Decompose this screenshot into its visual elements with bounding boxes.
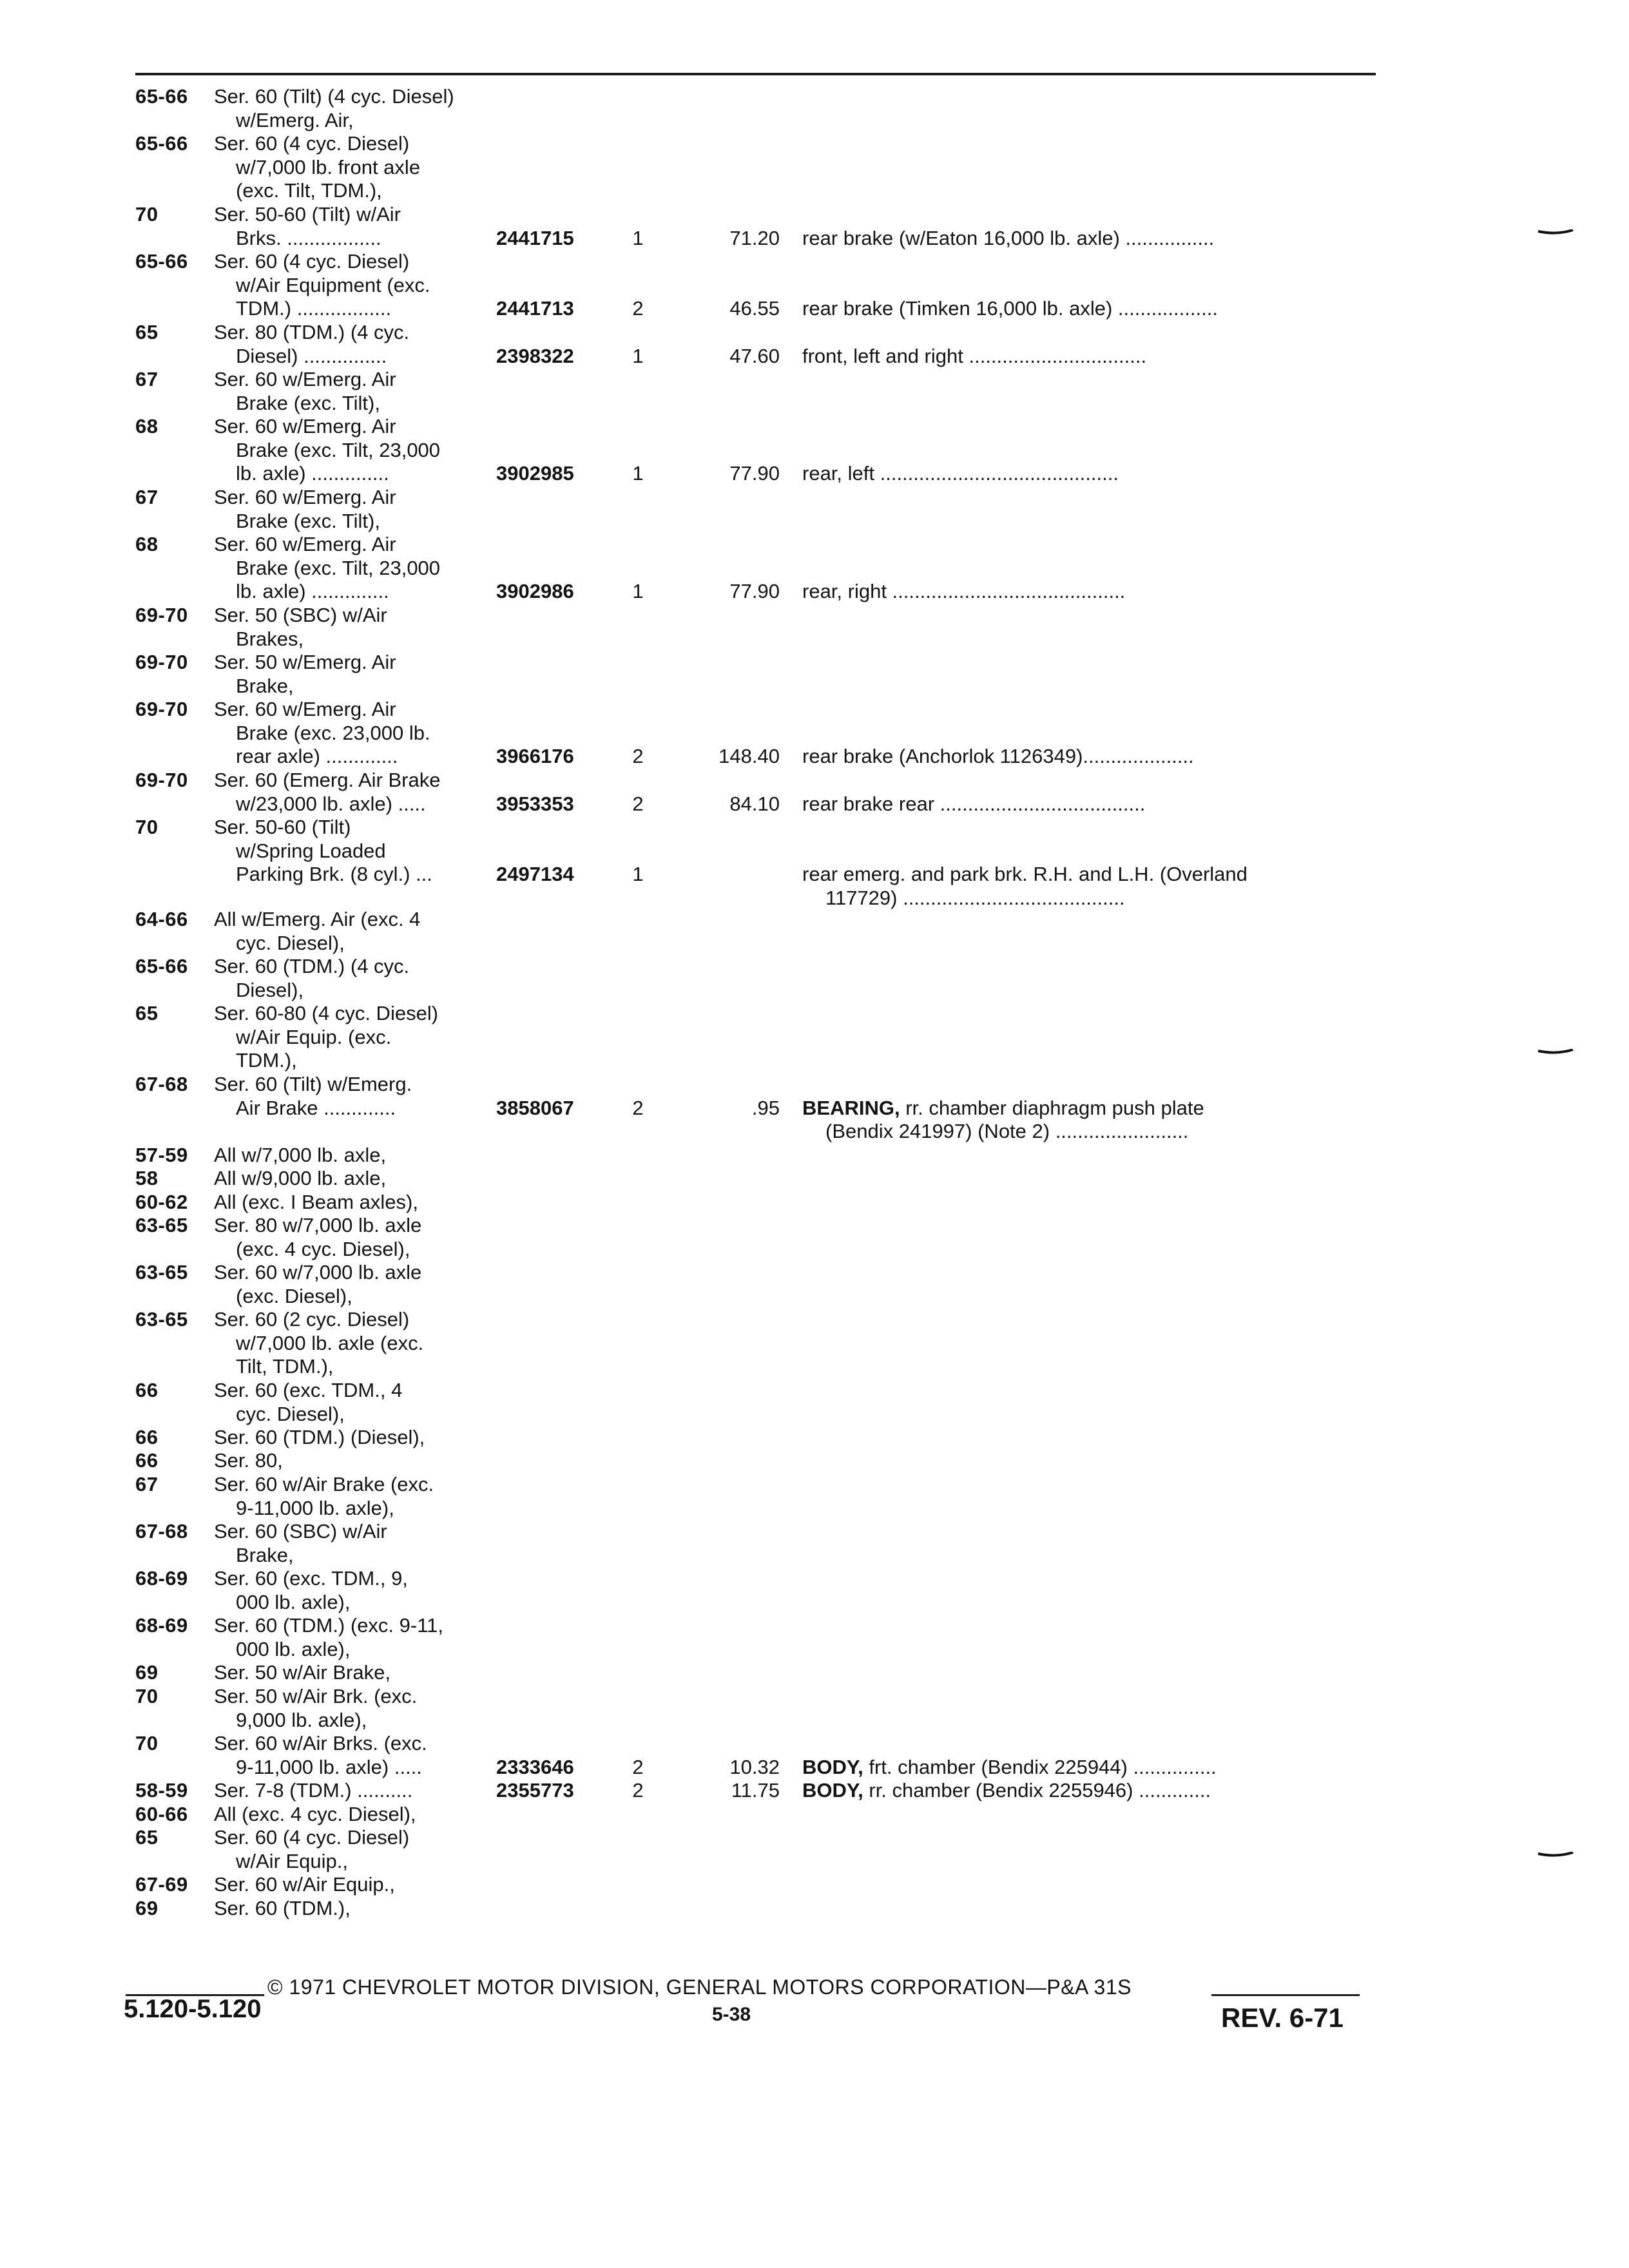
description-line: [802, 863, 1369, 887]
part-description: [802, 793, 1369, 816]
description-text: rr. chamber diaphragm push plate: [905, 1096, 1204, 1119]
margin-binding-mark: [1537, 1852, 1574, 1856]
application-line: All (exc. I Beam axles),: [214, 1191, 418, 1213]
application-line: Ser. 60 (exc. TDM., 4: [214, 1379, 403, 1401]
catalog-entry: [116, 250, 1379, 321]
application-line: Diesel) ...............: [236, 344, 387, 367]
application-line: Ser. 60 (TDM.) (exc. 9-11,: [214, 1614, 444, 1637]
model-year: 57-59: [135, 1144, 188, 1166]
description-line: [802, 1779, 1369, 1803]
catalog-entry: [116, 1426, 1379, 1450]
application-line: Ser. 60 (exc. TDM., 9,: [214, 1567, 408, 1590]
catalog-entry: [116, 1897, 1379, 1921]
catalog-entry: [116, 1803, 1379, 1827]
part-description: [802, 462, 1369, 486]
application-line: Tilt, TDM.),: [236, 1355, 334, 1378]
catalog-entry: [116, 604, 1379, 651]
application-description: [214, 1426, 601, 1450]
application-description: [214, 1661, 601, 1685]
description-text: (Bendix 241997) (Note 2) ........................: [825, 1120, 1189, 1142]
top-rule: [135, 73, 1376, 75]
model-year: 64-66: [135, 908, 188, 930]
part-row: [116, 745, 1379, 768]
description-text: 117729) ........................................: [825, 886, 1125, 909]
description-line: [802, 1756, 1369, 1780]
margin-binding-mark: [1537, 229, 1574, 233]
part-number: 3966176: [496, 745, 574, 767]
model-year: 65-66: [135, 955, 188, 977]
description-line: [802, 227, 1369, 251]
application-description: [214, 1685, 601, 1732]
part-description: [802, 863, 1369, 910]
part-row: [116, 580, 1379, 603]
application-description: [214, 132, 601, 203]
price: 46.55: [729, 297, 780, 320]
quantity: 1: [632, 462, 644, 485]
catalog-entry: [116, 1520, 1379, 1567]
application-description: [214, 1897, 601, 1921]
catalog-entry: [116, 1214, 1379, 1261]
part-row: [116, 345, 1379, 368]
application-description: [214, 1567, 601, 1614]
model-year: 67: [135, 368, 159, 390]
catalog-entry: [116, 1826, 1379, 1873]
application-line: w/7,000 lb. front axle: [236, 155, 421, 178]
application-line: Ser. 50-60 (Tilt) w/Air: [214, 203, 401, 226]
part-name: BODY,: [802, 1779, 863, 1802]
application-description: [214, 1803, 601, 1827]
model-year: 60-62: [135, 1191, 188, 1213]
part-number: 2441713: [496, 297, 574, 320]
application-description: [214, 651, 601, 698]
application-line: Brake (exc. 23,000 lb.: [236, 721, 430, 744]
application-line: lb. axle) ..............: [236, 462, 389, 485]
application-line: w/7,000 lb. axle (exc.: [236, 1331, 424, 1354]
quantity: 1: [632, 226, 644, 249]
quantity: 2: [632, 1096, 644, 1119]
group-number: 5.120-5.120: [124, 1995, 262, 2023]
application-line: Ser. 7-8 (TDM.) ..........: [214, 1779, 413, 1802]
part-number: 3858067: [496, 1096, 574, 1119]
application-line: w/Air Equipment (exc.: [236, 273, 430, 296]
part-description: [802, 745, 1369, 769]
application-line: w/Spring Loaded: [236, 839, 386, 862]
catalog-entry: [116, 816, 1379, 909]
model-year: 65-66: [135, 85, 188, 108]
part-number: 2441715: [496, 226, 574, 249]
catalog-entry: [116, 415, 1379, 486]
model-year: 65-66: [135, 132, 188, 155]
part-description: [802, 345, 1369, 369]
part-description: [802, 297, 1369, 321]
application-line: Ser. 60 (Tilt) w/Emerg.: [214, 1073, 412, 1095]
quantity: 2: [632, 297, 644, 320]
model-year: 63-65: [135, 1214, 188, 1236]
description-text: rear brake (Timken 16,000 lb. axle) ..................: [802, 297, 1218, 320]
description-text: rear emerg. and park brk. R.H. and L.H. (Overland: [802, 863, 1248, 885]
part-number: 3953353: [496, 792, 574, 815]
application-line: Brake,: [236, 1543, 294, 1566]
catalog-entry: [116, 486, 1379, 533]
model-year: 65-66: [135, 250, 188, 273]
application-line: Ser. 60 (Tilt) (4 cyc. Diesel): [214, 85, 454, 108]
application-description: [214, 486, 601, 533]
quantity: 2: [632, 1755, 644, 1778]
application-line: cyc. Diesel),: [236, 931, 345, 954]
part-row: [116, 1096, 1379, 1142]
part-description: [802, 227, 1369, 251]
application-line: Ser. 60 w/Emerg. Air: [214, 486, 396, 508]
application-line: Ser. 60 (4 cyc. Diesel): [214, 250, 410, 273]
quantity: 1: [632, 580, 644, 602]
application-line: 000 lb. axle),: [236, 1590, 351, 1613]
part-row: [116, 297, 1379, 320]
price: 10.32: [729, 1755, 780, 1778]
application-description: [214, 368, 601, 415]
application-line: Ser. 50 w/Emerg. Air: [214, 651, 396, 673]
part-number: 2398322: [496, 344, 574, 367]
model-year: 63-65: [135, 1261, 188, 1283]
application-line: Brks. .................: [236, 226, 381, 249]
application-description: [214, 1191, 601, 1215]
model-year: 63-65: [135, 1308, 188, 1331]
application-line: w/23,000 lb. axle) .....: [236, 792, 426, 815]
part-description: [802, 1097, 1369, 1144]
application-line: Ser. 60 w/Emerg. Air: [214, 415, 396, 437]
catalog-entry: [116, 1732, 1379, 1779]
model-year: 67-69: [135, 1873, 188, 1896]
catalog-entry: [116, 203, 1379, 250]
application-line: 9,000 lb. axle),: [236, 1708, 367, 1731]
copyright-notice: © 1971 CHEVROLET MOTOR DIVISION, GENERAL MOTORS CORPORATION—P&A 31S: [267, 1975, 1132, 1999]
application-description: [214, 955, 601, 1002]
quantity: 1: [632, 344, 644, 367]
application-line: TDM.) .................: [236, 297, 392, 320]
application-line: Air Brake .............: [236, 1096, 396, 1119]
model-year: 70: [135, 816, 159, 838]
description-line: [802, 1120, 1369, 1144]
application-line: Ser. 50 (SBC) w/Air: [214, 604, 387, 626]
price: 11.75: [731, 1779, 780, 1802]
application-line: Ser. 50 w/Air Brk. (exc.: [214, 1685, 418, 1707]
part-row: [116, 462, 1379, 485]
price: .95: [751, 1096, 780, 1119]
description-line: [802, 345, 1369, 369]
part-row: [116, 863, 1379, 909]
price: 148.40: [718, 745, 780, 767]
part-number: 3902985: [496, 462, 574, 485]
model-year: 68: [135, 533, 159, 555]
catalog-entry: [116, 1308, 1379, 1379]
catalog-entry: [116, 1873, 1379, 1897]
catalog-entry: [116, 132, 1379, 203]
model-year: 65: [135, 321, 159, 343]
description-line: [802, 745, 1369, 769]
application-line: Ser. 80,: [214, 1449, 283, 1472]
description-text: rear brake rear .....................................: [802, 792, 1146, 815]
price: 47.60: [729, 344, 780, 367]
model-year: 58: [135, 1167, 159, 1189]
model-year: 70: [135, 1685, 159, 1707]
application-line: Brakes,: [236, 627, 304, 650]
application-line: Ser. 60 w/7,000 lb. axle: [214, 1261, 422, 1283]
application-description: [214, 604, 601, 651]
application-description: [214, 1002, 601, 1073]
catalog-entry: [116, 955, 1379, 1002]
application-line: Ser. 60 (4 cyc. Diesel): [214, 1826, 410, 1849]
application-description: [214, 1473, 601, 1520]
part-row: [116, 227, 1379, 250]
quantity: 2: [632, 792, 644, 815]
description-line: [802, 1097, 1369, 1120]
catalog-entry: [116, 698, 1379, 769]
part-number: 2497134: [496, 863, 574, 885]
model-year: 67-68: [135, 1073, 188, 1095]
part-row: [116, 1779, 1379, 1802]
catalog-entry: [116, 368, 1379, 415]
model-year: 67: [135, 1473, 159, 1495]
model-year: 65: [135, 1826, 159, 1849]
catalog-entry: [116, 1379, 1379, 1426]
price: 71.20: [729, 226, 780, 249]
application-line: w/Air Equip. (exc.: [236, 1025, 392, 1048]
model-year: 67: [135, 486, 159, 508]
application-line: Ser. 60 (4 cyc. Diesel): [214, 132, 410, 155]
application-description: [214, 85, 601, 132]
catalog-entry: [116, 1614, 1379, 1661]
application-line: Ser. 60 (2 cyc. Diesel): [214, 1308, 410, 1331]
application-line: (exc. Diesel),: [236, 1284, 352, 1307]
application-line: 000 lb. axle),: [236, 1637, 351, 1660]
application-line: Ser. 80 (TDM.) (4 cyc.: [214, 321, 410, 343]
page-number: 5-38: [712, 2004, 751, 2025]
part-description: [802, 1779, 1369, 1803]
model-year: 60-66: [135, 1803, 188, 1825]
application-line: Ser. 60 w/Emerg. Air: [214, 533, 396, 555]
application-description: [214, 1826, 601, 1873]
description-line: [802, 462, 1369, 486]
application-line: lb. axle) ..............: [236, 580, 389, 602]
catalog-entry: [116, 1779, 1379, 1803]
part-number: 3902986: [496, 580, 574, 602]
application-line: All (exc. 4 cyc. Diesel),: [214, 1803, 416, 1825]
model-year: 69-70: [135, 769, 188, 791]
application-line: Ser. 60 (SBC) w/Air: [214, 1520, 387, 1542]
application-description: [214, 1144, 601, 1168]
application-line: Brake (exc. Tilt),: [236, 509, 380, 532]
model-year: 68: [135, 415, 159, 437]
description-text: front, left and right ................................: [802, 344, 1147, 367]
catalog-entry: [116, 1661, 1379, 1685]
application-line: Ser. 60-80 (4 cyc. Diesel): [214, 1002, 439, 1024]
description-line: [802, 297, 1369, 321]
part-name: BODY,: [802, 1755, 863, 1778]
application-line: Brake (exc. Tilt),: [236, 391, 380, 414]
model-year: 68-69: [135, 1567, 188, 1590]
application-line: All w/7,000 lb. axle,: [214, 1144, 387, 1166]
application-line: w/Emerg. Air,: [236, 108, 354, 131]
quantity: 1: [632, 863, 644, 885]
catalog-entry: [116, 1567, 1379, 1614]
application-line: Ser. 60 (TDM.) (4 cyc.: [214, 955, 410, 977]
application-line: Ser. 60 w/Emerg. Air: [214, 698, 396, 720]
catalog-entry: [116, 1073, 1379, 1142]
description-text: frt. chamber (Bendix 225944) ...............: [869, 1755, 1217, 1778]
footer-rule-right: [1211, 1994, 1360, 1996]
catalog-entry: [116, 1685, 1379, 1732]
description-line: [802, 580, 1369, 604]
application-line: Brake (exc. Tilt, 23,000: [236, 438, 441, 461]
application-line: Ser. 60 w/Air Brake (exc.: [214, 1473, 434, 1495]
catalog-entry: [116, 321, 1379, 368]
application-line: Ser. 80 w/7,000 lb. axle: [214, 1214, 422, 1236]
catalog-entry: [116, 1449, 1379, 1473]
application-line: All w/9,000 lb. axle,: [214, 1167, 387, 1189]
description-text: rear, right ..........................................: [802, 580, 1126, 602]
catalog-entry: [116, 1002, 1379, 1073]
quantity: 2: [632, 1779, 644, 1802]
application-line: Ser. 50-60 (Tilt): [214, 816, 351, 838]
description-text: rr. chamber (Bendix 2255946) .............: [869, 1779, 1211, 1802]
application-line: w/Air Equip.,: [236, 1849, 349, 1872]
model-year: 70: [135, 1732, 159, 1754]
application-description: [214, 1449, 601, 1473]
part-row: [116, 1756, 1379, 1779]
model-year: 70: [135, 203, 159, 226]
catalog-entry: [116, 1261, 1379, 1308]
description-text: rear brake (Anchorlok 1126349)....................: [802, 745, 1194, 767]
margin-binding-mark: [1537, 1049, 1574, 1053]
model-year: 65: [135, 1002, 159, 1024]
model-year: 69-70: [135, 604, 188, 626]
application-description: [214, 908, 601, 955]
description-text: rear brake (w/Eaton 16,000 lb. axle) ................: [802, 226, 1215, 249]
application-line: rear axle) .............: [236, 745, 398, 767]
model-year: 58-59: [135, 1779, 188, 1802]
application-line: (exc. Tilt, TDM.),: [236, 179, 382, 202]
application-description: [214, 1261, 601, 1308]
application-line: 9-11,000 lb. axle) .....: [236, 1755, 422, 1778]
application-line: 9-11,000 lb. axle),: [236, 1496, 394, 1519]
description-line: [802, 793, 1369, 816]
model-year: 67-68: [135, 1520, 188, 1542]
part-description: [802, 580, 1369, 604]
application-line: All w/Emerg. Air (exc. 4: [214, 908, 421, 930]
part-number: 2355773: [496, 1779, 574, 1802]
application-line: Ser. 60 w/Air Brks. (exc.: [214, 1732, 427, 1754]
application-description: [214, 1214, 601, 1261]
application-line: Ser. 60 w/Emerg. Air: [214, 368, 396, 390]
model-year: 66: [135, 1449, 159, 1472]
application-line: Parking Brk. (8 cyl.) ...: [236, 863, 432, 885]
model-year: 69-70: [135, 698, 188, 720]
quantity: 2: [632, 745, 644, 767]
description-text: rear, left ...........................................: [802, 462, 1119, 485]
application-description: [214, 1873, 601, 1897]
application-line: Ser. 60 (TDM.) (Diesel),: [214, 1426, 425, 1448]
application-description: [214, 1167, 601, 1191]
application-line: Ser. 50 w/Air Brake,: [214, 1661, 390, 1684]
part-description: [802, 1756, 1369, 1780]
catalog-entry: [116, 85, 1379, 132]
catalog-entry: [116, 651, 1379, 698]
price: 84.10: [729, 792, 780, 815]
application-line: (exc. 4 cyc. Diesel),: [236, 1237, 410, 1260]
catalog-entry: [116, 1167, 1379, 1191]
application-line: Ser. 60 (Emerg. Air Brake: [214, 769, 441, 791]
application-description: [214, 1614, 601, 1661]
application-line: TDM.),: [236, 1049, 297, 1072]
application-line: Brake,: [236, 674, 294, 697]
catalog-entry: [116, 1144, 1379, 1168]
description-line: [802, 887, 1369, 910]
application-description: [214, 1379, 601, 1426]
model-year: 69-70: [135, 651, 188, 673]
part-number: 2333646: [496, 1755, 574, 1778]
application-line: Ser. 60 (TDM.),: [214, 1897, 351, 1919]
application-description: [214, 1308, 601, 1379]
catalog-entry: [116, 533, 1379, 604]
price: 77.90: [729, 580, 780, 602]
model-year: 69: [135, 1661, 159, 1684]
application-line: Ser. 60 w/Air Equip.,: [214, 1873, 395, 1896]
catalog-entry: [116, 769, 1379, 816]
model-year: 66: [135, 1426, 159, 1448]
application-description: [214, 1520, 601, 1567]
application-line: Diesel),: [236, 978, 304, 1001]
price: 77.90: [729, 462, 780, 485]
application-line: cyc. Diesel),: [236, 1402, 345, 1425]
revision-date: REV. 6-71: [1221, 2003, 1344, 2033]
model-year: 68-69: [135, 1614, 188, 1637]
model-year: 69: [135, 1897, 159, 1919]
catalog-entry: [116, 908, 1379, 955]
application-line: Brake (exc. Tilt, 23,000: [236, 556, 441, 579]
model-year: 66: [135, 1379, 159, 1401]
part-row: [116, 793, 1379, 816]
catalog-entry: [116, 1473, 1379, 1520]
catalog-entry: [116, 1191, 1379, 1215]
part-name: BEARING,: [802, 1096, 900, 1119]
